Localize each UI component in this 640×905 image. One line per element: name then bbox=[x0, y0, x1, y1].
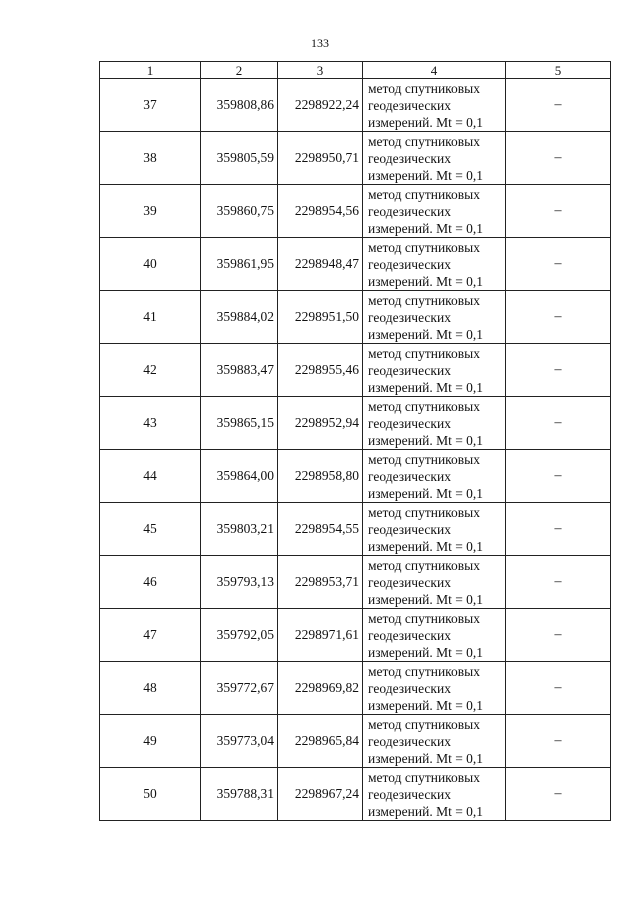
method-description bbox=[363, 715, 506, 768]
method-line: метод спутниковых bbox=[368, 716, 480, 732]
method-line: геодезических bbox=[368, 362, 451, 378]
method-line: метод спутниковых bbox=[368, 504, 480, 520]
method-line: измерений. Mt = 0,1 bbox=[368, 803, 484, 819]
coordinate-y: 2298967,24 bbox=[278, 768, 363, 821]
method-description bbox=[363, 344, 506, 397]
table-row bbox=[100, 291, 611, 344]
method-description bbox=[363, 662, 506, 715]
method-line: геодезических bbox=[368, 574, 451, 590]
method-description bbox=[363, 238, 506, 291]
point-number: 49 bbox=[100, 715, 201, 768]
method-description bbox=[363, 503, 506, 556]
note-dash: – bbox=[506, 291, 611, 344]
coordinate-x: 359883,47 bbox=[201, 344, 278, 397]
table-row bbox=[100, 450, 611, 503]
table-body bbox=[100, 79, 611, 821]
method-description bbox=[363, 132, 506, 185]
coordinate-x: 359884,02 bbox=[201, 291, 278, 344]
method-line: метод спутниковых bbox=[368, 451, 480, 467]
table-row bbox=[100, 79, 611, 132]
method-line: метод спутниковых bbox=[368, 610, 480, 626]
method-line: геодезических bbox=[368, 680, 451, 696]
point-number: 46 bbox=[100, 556, 201, 609]
table-row bbox=[100, 185, 611, 238]
coordinate-x: 359803,21 bbox=[201, 503, 278, 556]
coordinate-x: 359773,04 bbox=[201, 715, 278, 768]
point-number: 42 bbox=[100, 344, 201, 397]
method-line: геодезических bbox=[368, 733, 451, 749]
page-number: 133 bbox=[311, 36, 329, 50]
method-description bbox=[363, 79, 506, 132]
method-description bbox=[363, 397, 506, 450]
coordinate-x: 359865,15 bbox=[201, 397, 278, 450]
table-row bbox=[100, 662, 611, 715]
header-col-5: 5 bbox=[506, 62, 611, 79]
method-line: геодезических bbox=[368, 468, 451, 484]
table-row bbox=[100, 556, 611, 609]
note-dash: – bbox=[506, 556, 611, 609]
note-dash: – bbox=[506, 450, 611, 503]
method-line: измерений. Mt = 0,1 bbox=[368, 379, 484, 395]
method-line: измерений. Mt = 0,1 bbox=[368, 538, 484, 554]
coordinate-y: 2298954,56 bbox=[278, 185, 363, 238]
coordinate-y: 2298950,71 bbox=[278, 132, 363, 185]
method-line: измерений. Mt = 0,1 bbox=[368, 432, 484, 448]
method-line: метод спутниковых bbox=[368, 557, 480, 573]
method-line: измерений. Mt = 0,1 bbox=[368, 114, 484, 130]
note-dash: – bbox=[506, 609, 611, 662]
coordinates-table bbox=[99, 61, 611, 821]
method-line: измерений. Mt = 0,1 bbox=[368, 326, 484, 342]
coordinate-y: 2298948,47 bbox=[278, 238, 363, 291]
coordinate-y: 2298971,61 bbox=[278, 609, 363, 662]
point-number: 41 bbox=[100, 291, 201, 344]
method-line: геодезических bbox=[368, 415, 451, 431]
method-line: метод спутниковых bbox=[368, 80, 480, 96]
header-col-3: 3 bbox=[278, 62, 363, 79]
coordinate-x: 359861,95 bbox=[201, 238, 278, 291]
note-dash: – bbox=[506, 768, 611, 821]
point-number: 39 bbox=[100, 185, 201, 238]
table-row bbox=[100, 397, 611, 450]
method-line: геодезических bbox=[368, 97, 451, 113]
method-line: геодезических bbox=[368, 627, 451, 643]
table-row bbox=[100, 132, 611, 185]
coordinate-y: 2298953,71 bbox=[278, 556, 363, 609]
method-line: геодезических bbox=[368, 150, 451, 166]
coordinate-x: 359793,13 bbox=[201, 556, 278, 609]
coordinate-y: 2298954,55 bbox=[278, 503, 363, 556]
method-line: метод спутниковых bbox=[368, 398, 480, 414]
point-number: 48 bbox=[100, 662, 201, 715]
coordinate-x: 359864,00 bbox=[201, 450, 278, 503]
point-number: 37 bbox=[100, 79, 201, 132]
header-col-4: 4 bbox=[363, 62, 506, 79]
table-row bbox=[100, 344, 611, 397]
point-number: 47 bbox=[100, 609, 201, 662]
table-row bbox=[100, 715, 611, 768]
point-number: 38 bbox=[100, 132, 201, 185]
method-line: измерений. Mt = 0,1 bbox=[368, 750, 484, 766]
table-row bbox=[100, 503, 611, 556]
note-dash: – bbox=[506, 397, 611, 450]
table-row bbox=[100, 609, 611, 662]
method-description bbox=[363, 768, 506, 821]
coordinate-y: 2298952,94 bbox=[278, 397, 363, 450]
method-line: измерений. Mt = 0,1 bbox=[368, 485, 484, 501]
note-dash: – bbox=[506, 715, 611, 768]
note-dash: – bbox=[506, 344, 611, 397]
method-line: геодезических bbox=[368, 256, 451, 272]
method-line: геодезических bbox=[368, 203, 451, 219]
method-line: измерений. Mt = 0,1 bbox=[368, 273, 484, 289]
table-row bbox=[100, 238, 611, 291]
point-number: 43 bbox=[100, 397, 201, 450]
point-number: 45 bbox=[100, 503, 201, 556]
coordinate-x: 359788,31 bbox=[201, 768, 278, 821]
method-line: измерений. Mt = 0,1 bbox=[368, 220, 484, 236]
coordinate-x: 359808,86 bbox=[201, 79, 278, 132]
method-description bbox=[363, 609, 506, 662]
method-line: метод спутниковых bbox=[368, 186, 480, 202]
method-description bbox=[363, 185, 506, 238]
method-line: измерений. Mt = 0,1 bbox=[368, 697, 484, 713]
method-description bbox=[363, 291, 506, 344]
method-description bbox=[363, 556, 506, 609]
method-line: метод спутниковых bbox=[368, 133, 480, 149]
header-col-2: 2 bbox=[201, 62, 278, 79]
point-number: 44 bbox=[100, 450, 201, 503]
table-header-row bbox=[100, 62, 611, 79]
method-line: измерений. Mt = 0,1 bbox=[368, 167, 484, 183]
method-line: геодезических bbox=[368, 786, 451, 802]
coordinate-x: 359860,75 bbox=[201, 185, 278, 238]
note-dash: – bbox=[506, 79, 611, 132]
method-line: геодезических bbox=[368, 521, 451, 537]
note-dash: – bbox=[506, 662, 611, 715]
method-line: геодезических bbox=[368, 309, 451, 325]
coordinate-y: 2298965,84 bbox=[278, 715, 363, 768]
method-line: измерений. Mt = 0,1 bbox=[368, 644, 484, 660]
method-description bbox=[363, 450, 506, 503]
coordinate-x: 359792,05 bbox=[201, 609, 278, 662]
method-line: метод спутниковых bbox=[368, 769, 480, 785]
coordinate-y: 2298958,80 bbox=[278, 450, 363, 503]
note-dash: – bbox=[506, 132, 611, 185]
point-number: 50 bbox=[100, 768, 201, 821]
method-line: метод спутниковых bbox=[368, 663, 480, 679]
method-line: метод спутниковых bbox=[368, 239, 480, 255]
note-dash: – bbox=[506, 185, 611, 238]
note-dash: – bbox=[506, 238, 611, 291]
coordinate-y: 2298955,46 bbox=[278, 344, 363, 397]
coordinate-y: 2298969,82 bbox=[278, 662, 363, 715]
coordinate-y: 2298951,50 bbox=[278, 291, 363, 344]
note-dash: – bbox=[506, 503, 611, 556]
method-line: измерений. Mt = 0,1 bbox=[368, 591, 484, 607]
method-line: метод спутниковых bbox=[368, 345, 480, 361]
method-line: метод спутниковых bbox=[368, 292, 480, 308]
table-row bbox=[100, 768, 611, 821]
point-number: 40 bbox=[100, 238, 201, 291]
coordinate-x: 359805,59 bbox=[201, 132, 278, 185]
coordinate-x: 359772,67 bbox=[201, 662, 278, 715]
header-col-1: 1 bbox=[100, 62, 201, 79]
coordinate-y: 2298922,24 bbox=[278, 79, 363, 132]
